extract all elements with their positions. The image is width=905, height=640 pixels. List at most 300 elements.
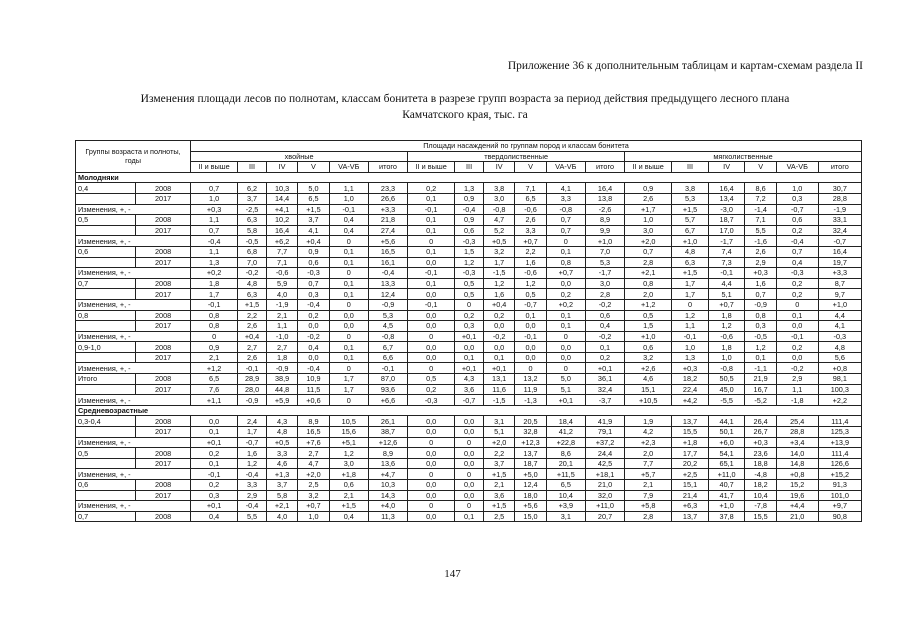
header-site-class: итого [368, 162, 407, 173]
value-cell: 111,4 [818, 416, 861, 427]
value-cell: +11,0 [708, 469, 745, 480]
table-row [76, 215, 862, 226]
value-cell: 0,0 [515, 321, 546, 332]
header-site-class: IV [483, 162, 514, 173]
value-cell: 4,5 [368, 321, 407, 332]
value-cell: 0,9 [455, 193, 484, 204]
header-species-group: мягколиственные [625, 151, 862, 162]
value-cell: 0,0 [455, 427, 484, 438]
density-group-cell: 0,5 [76, 448, 136, 459]
value-cell: +0,6 [298, 395, 329, 406]
value-cell: 0,7 [625, 246, 672, 257]
year-cell: 2008 [136, 183, 191, 194]
value-cell: 0,0 [408, 448, 455, 459]
value-cell: +2,6 [625, 363, 672, 374]
density-group-cell: 0,5 [76, 215, 136, 226]
change-row [76, 236, 862, 247]
value-cell: -1,3 [515, 395, 546, 406]
year-cell: 2017 [136, 321, 191, 332]
value-cell: -0,5 [745, 331, 776, 342]
value-cell: -7,8 [745, 501, 776, 512]
value-cell: 0,0 [408, 416, 455, 427]
header-site-class: II и выше [408, 162, 455, 173]
value-cell: 41,2 [546, 427, 585, 438]
value-cell: +0,7 [298, 501, 329, 512]
value-cell: 5,6 [818, 352, 861, 363]
value-cell: 14,0 [776, 448, 818, 459]
value-cell: 3,3 [266, 448, 297, 459]
value-cell: 1,2 [483, 278, 514, 289]
value-cell: 1,6 [483, 289, 514, 300]
value-cell: 2,0 [625, 289, 672, 300]
value-cell: -0,3 [776, 268, 818, 279]
value-cell: 0,0 [408, 511, 455, 522]
value-cell: 21,8 [368, 215, 407, 226]
value-cell: 0,1 [515, 310, 546, 321]
value-cell: 20,7 [585, 511, 624, 522]
value-cell: 28,0 [238, 384, 267, 395]
value-cell: 4,0 [266, 511, 297, 522]
value-cell: 0,1 [329, 257, 368, 268]
value-cell: +6,3 [672, 501, 709, 512]
value-cell: 21,0 [585, 480, 624, 491]
value-cell: 7,0 [585, 246, 624, 257]
change-row [76, 268, 862, 279]
header-site-class: IV [266, 162, 297, 173]
value-cell: 18,0 [515, 490, 546, 501]
value-cell: 1,5 [625, 321, 672, 332]
value-cell: 1,0 [708, 352, 745, 363]
value-cell: 0,0 [408, 289, 455, 300]
value-cell: 6,5 [515, 193, 546, 204]
change-row [76, 395, 862, 406]
value-cell: +0,1 [191, 437, 238, 448]
value-cell: 28,9 [238, 374, 267, 385]
value-cell: 50,5 [708, 374, 745, 385]
value-cell: -0,1 [515, 331, 546, 342]
density-group-cell: 0,7 [76, 278, 136, 289]
value-cell: -0,9 [238, 395, 267, 406]
value-cell: 0,0 [455, 448, 484, 459]
value-cell: +2,0 [298, 469, 329, 480]
change-row [76, 331, 862, 342]
value-cell: 125,3 [818, 427, 861, 438]
value-cell: 2,5 [483, 511, 514, 522]
value-cell: 0 [191, 331, 238, 342]
value-cell: -5,2 [745, 395, 776, 406]
value-cell: 0,0 [546, 352, 585, 363]
value-cell: 0,0 [776, 321, 818, 332]
density-group-cell: 0,3-0,4 [76, 416, 136, 427]
value-cell: -0,4 [298, 363, 329, 374]
value-cell: 1,2 [672, 310, 709, 321]
value-cell: 4,2 [625, 427, 672, 438]
value-cell: 1,5 [455, 246, 484, 257]
value-cell: 36,1 [585, 374, 624, 385]
value-cell: 2,7 [266, 342, 297, 353]
value-cell: +4,4 [776, 501, 818, 512]
table-row [76, 374, 862, 385]
value-cell: 3,2 [483, 246, 514, 257]
value-cell: +11,5 [546, 469, 585, 480]
value-cell: 0,2 [776, 342, 818, 353]
value-cell: +1,2 [625, 299, 672, 310]
value-cell: -0,9 [368, 299, 407, 310]
value-cell: 0,1 [546, 246, 585, 257]
header-site-class: III [238, 162, 267, 173]
value-cell: -0,4 [238, 501, 267, 512]
value-cell: 2,1 [266, 310, 297, 321]
value-cell: 0,2 [298, 310, 329, 321]
value-cell: 16,7 [745, 384, 776, 395]
value-cell: -0,5 [238, 236, 267, 247]
value-cell: +2,5 [672, 469, 709, 480]
value-cell: 0,8 [546, 257, 585, 268]
value-cell: 6,7 [368, 342, 407, 353]
table-row [76, 416, 862, 427]
value-cell: -0,6 [708, 331, 745, 342]
value-cell: -0,7 [238, 437, 267, 448]
value-cell: 0,7 [191, 225, 238, 236]
value-cell: 13,7 [515, 448, 546, 459]
value-cell: 8,9 [585, 215, 624, 226]
value-cell: 5,7 [672, 215, 709, 226]
value-cell: 45,0 [708, 384, 745, 395]
value-cell: 0,0 [455, 480, 484, 491]
value-cell: -0,2 [298, 331, 329, 342]
value-cell: 0,8 [745, 310, 776, 321]
value-cell: +0,2 [546, 299, 585, 310]
value-cell: 1,3 [191, 257, 238, 268]
table-row [76, 458, 862, 469]
value-cell: 1,1 [329, 183, 368, 194]
header-site-class: V [515, 162, 546, 173]
value-cell: 1,0 [298, 511, 329, 522]
value-cell: 65,1 [708, 458, 745, 469]
value-cell: 0,0 [408, 352, 455, 363]
value-cell: -0,1 [408, 299, 455, 310]
change-label: Изменения, +, - [76, 395, 191, 406]
year-cell: 2008 [136, 511, 191, 522]
value-cell: 7,4 [708, 246, 745, 257]
change-label: Изменения, +, - [76, 437, 191, 448]
forest-area-table [75, 140, 862, 522]
value-cell: 20,1 [546, 458, 585, 469]
value-cell: 0,1 [745, 352, 776, 363]
value-cell: +3,3 [818, 268, 861, 279]
value-cell: 20,5 [515, 416, 546, 427]
density-group-cell [76, 225, 136, 236]
value-cell: 0,3 [298, 289, 329, 300]
value-cell: +2,1 [266, 501, 297, 512]
value-cell: 0,0 [776, 352, 818, 363]
value-cell: -0,8 [546, 204, 585, 215]
value-cell: -0,1 [672, 331, 709, 342]
value-cell: 1,1 [191, 246, 238, 257]
value-cell: 0,6 [625, 342, 672, 353]
year-cell: 2017 [136, 458, 191, 469]
value-cell: 23,3 [368, 183, 407, 194]
value-cell: 4,6 [266, 458, 297, 469]
value-cell: 0,7 [546, 225, 585, 236]
value-cell: 1,7 [672, 278, 709, 289]
value-cell: 4,0 [266, 289, 297, 300]
table-row [76, 289, 862, 300]
value-cell: 3,0 [329, 458, 368, 469]
density-group-cell: 0,6 [76, 480, 136, 491]
value-cell: 18,8 [745, 458, 776, 469]
value-cell: 13,7 [672, 416, 709, 427]
value-cell: +0,5 [483, 236, 514, 247]
value-cell: 0,0 [483, 321, 514, 332]
value-cell: 0,2 [483, 310, 514, 321]
forest-area-table-wrapper [75, 140, 862, 522]
value-cell: 3,7 [266, 480, 297, 491]
value-cell: +3,9 [546, 501, 585, 512]
value-cell: 5,1 [483, 427, 514, 438]
value-cell: 0,9 [298, 246, 329, 257]
value-cell: +0,7 [515, 236, 546, 247]
change-label: Изменения, +, - [76, 299, 191, 310]
value-cell: 0,4 [329, 225, 368, 236]
value-cell: +0,8 [776, 469, 818, 480]
value-cell: 41,9 [585, 416, 624, 427]
header-species-groups [76, 151, 862, 162]
change-label: Изменения, +, - [76, 501, 191, 512]
change-row [76, 299, 862, 310]
value-cell: +0,1 [191, 501, 238, 512]
value-cell: 0,0 [408, 342, 455, 353]
value-cell: 0 [515, 363, 546, 374]
year-cell: 2008 [136, 342, 191, 353]
value-cell: 1,6 [745, 278, 776, 289]
value-cell: -0,8 [708, 363, 745, 374]
value-cell: 1,7 [329, 384, 368, 395]
value-cell: +1,5 [298, 204, 329, 215]
value-cell: -0,4 [368, 268, 407, 279]
value-cell: 0,2 [776, 225, 818, 236]
value-cell: 40,7 [708, 480, 745, 491]
value-cell: 4,8 [672, 246, 709, 257]
year-cell: 2017 [136, 490, 191, 501]
value-cell: 0,8 [191, 310, 238, 321]
value-cell: 0,5 [455, 289, 484, 300]
table-row [76, 246, 862, 257]
value-cell: 6,3 [238, 215, 267, 226]
value-cell: 0,0 [455, 342, 484, 353]
value-cell: +5,6 [368, 236, 407, 247]
table-row [76, 321, 862, 332]
header-group-column: Группы возраста и полноты, годы [76, 141, 191, 173]
value-cell: 0,3 [191, 490, 238, 501]
table-row [76, 225, 862, 236]
value-cell: 11,3 [368, 511, 407, 522]
value-cell: 42,5 [585, 458, 624, 469]
value-cell: 1,7 [238, 427, 267, 438]
value-cell: 0 [776, 299, 818, 310]
year-cell: 2008 [136, 374, 191, 385]
value-cell: 0,0 [515, 342, 546, 353]
value-cell: 0,0 [329, 310, 368, 321]
value-cell: 2,2 [238, 310, 267, 321]
value-cell: 2,6 [515, 215, 546, 226]
value-cell: 0,5 [408, 374, 455, 385]
value-cell: 8,7 [818, 278, 861, 289]
value-cell: 38,7 [368, 427, 407, 438]
value-cell: 0,0 [546, 342, 585, 353]
value-cell: 16,5 [368, 246, 407, 257]
value-cell: -0,1 [368, 363, 407, 374]
year-cell: 2008 [136, 448, 191, 459]
header-site-class: VA-VБ [546, 162, 585, 173]
value-cell: 0,5 [455, 278, 484, 289]
value-cell: 0,1 [408, 278, 455, 289]
value-cell: +0,1 [585, 363, 624, 374]
header-site-class: III [672, 162, 709, 173]
value-cell: -0,2 [483, 331, 514, 342]
value-cell: 2,9 [776, 374, 818, 385]
value-cell: 4,1 [298, 225, 329, 236]
change-label: Изменения, +, - [76, 204, 191, 215]
value-cell: -3,0 [708, 204, 745, 215]
value-cell: 0,1 [455, 352, 484, 363]
value-cell: 0,1 [483, 352, 514, 363]
value-cell: 7,7 [266, 246, 297, 257]
density-group-cell [76, 490, 136, 501]
value-cell: -0,8 [483, 204, 514, 215]
value-cell: -0,8 [368, 331, 407, 342]
value-cell: 0,0 [408, 427, 455, 438]
value-cell: 0,0 [408, 490, 455, 501]
value-cell: +1,0 [625, 331, 672, 342]
value-cell: 1,2 [329, 448, 368, 459]
value-cell: 0,2 [585, 352, 624, 363]
value-cell: 26,6 [368, 193, 407, 204]
change-label: Изменения, +, - [76, 331, 191, 342]
change-row [76, 437, 862, 448]
value-cell: -5,5 [708, 395, 745, 406]
value-cell: 1,8 [708, 342, 745, 353]
header-main: Площади насаждений по группам пород и классам бонитета [191, 141, 862, 152]
value-cell: +0,1 [546, 395, 585, 406]
table-row [76, 480, 862, 491]
header-site-class: II и выше [191, 162, 238, 173]
value-cell: 1,8 [191, 278, 238, 289]
value-cell: 18,4 [546, 416, 585, 427]
value-cell: 4,8 [266, 427, 297, 438]
value-cell: 0,9 [191, 342, 238, 353]
value-cell: +1,2 [191, 363, 238, 374]
value-cell: 0 [672, 299, 709, 310]
value-cell: +0,4 [298, 236, 329, 247]
value-cell: +0,3 [672, 363, 709, 374]
value-cell: 5,3 [672, 193, 709, 204]
value-cell: 7,3 [708, 257, 745, 268]
change-row [76, 469, 862, 480]
value-cell: +12,6 [368, 437, 407, 448]
value-cell: 0,6 [455, 225, 484, 236]
value-cell: -0,4 [455, 204, 484, 215]
value-cell: 1,0 [191, 193, 238, 204]
value-cell: 27,4 [368, 225, 407, 236]
density-group-cell [76, 352, 136, 363]
value-cell: 8,9 [298, 416, 329, 427]
value-cell: 3,2 [298, 490, 329, 501]
value-cell: +4,2 [672, 395, 709, 406]
value-cell: 4,3 [266, 416, 297, 427]
year-cell: 2008 [136, 310, 191, 321]
value-cell: +0,1 [455, 363, 484, 374]
value-cell: -0,6 [266, 268, 297, 279]
value-cell: +2,0 [625, 236, 672, 247]
value-cell: 0,2 [191, 480, 238, 491]
change-row [76, 363, 862, 374]
value-cell: 8,6 [745, 183, 776, 194]
value-cell: 2,8 [585, 289, 624, 300]
value-cell: 5,2 [483, 225, 514, 236]
value-cell: 0 [455, 469, 484, 480]
value-cell: -0,3 [455, 268, 484, 279]
change-label: Изменения, +, - [76, 268, 191, 279]
value-cell: 5,8 [238, 225, 267, 236]
value-cell: 5,5 [238, 511, 267, 522]
value-cell: +2,2 [818, 395, 861, 406]
value-cell: 7,0 [238, 257, 267, 268]
value-cell: 8,6 [546, 448, 585, 459]
value-cell: +5,7 [625, 469, 672, 480]
value-cell: -4,8 [745, 469, 776, 480]
density-group-cell [76, 458, 136, 469]
value-cell: 3,0 [483, 193, 514, 204]
value-cell: 0,5 [625, 310, 672, 321]
value-cell: 2,1 [483, 480, 514, 491]
density-group-cell [76, 289, 136, 300]
value-cell: 32,4 [585, 384, 624, 395]
value-cell: 16,4 [708, 183, 745, 194]
value-cell: +7,6 [298, 437, 329, 448]
value-cell: +1,5 [329, 501, 368, 512]
value-cell: +6,0 [708, 437, 745, 448]
table-row [76, 342, 862, 353]
value-cell: 0,2 [546, 289, 585, 300]
year-cell: 2017 [136, 352, 191, 363]
value-cell: 10,4 [546, 490, 585, 501]
value-cell: -0,9 [266, 363, 297, 374]
value-cell: 0,9 [455, 215, 484, 226]
value-cell: 7,1 [515, 183, 546, 194]
value-cell: 6,6 [368, 352, 407, 363]
section-row [76, 405, 862, 416]
year-cell: 2017 [136, 384, 191, 395]
value-cell: -0,4 [298, 299, 329, 310]
value-cell: 3,8 [483, 183, 514, 194]
value-cell: 26,7 [745, 427, 776, 438]
value-cell: 0,7 [745, 289, 776, 300]
value-cell: 1,1 [266, 321, 297, 332]
header-site-class: итого [585, 162, 624, 173]
value-cell: 19,6 [776, 490, 818, 501]
value-cell: 2,2 [515, 246, 546, 257]
value-cell: 13,6 [368, 458, 407, 469]
section-label: Средневозрастные [76, 405, 862, 416]
value-cell: 0,8 [191, 321, 238, 332]
value-cell: +0,4 [483, 299, 514, 310]
value-cell: 5,0 [298, 183, 329, 194]
table-body [76, 172, 862, 522]
value-cell: 21,4 [672, 490, 709, 501]
value-cell: 0,4 [298, 342, 329, 353]
value-cell: 101,0 [818, 490, 861, 501]
